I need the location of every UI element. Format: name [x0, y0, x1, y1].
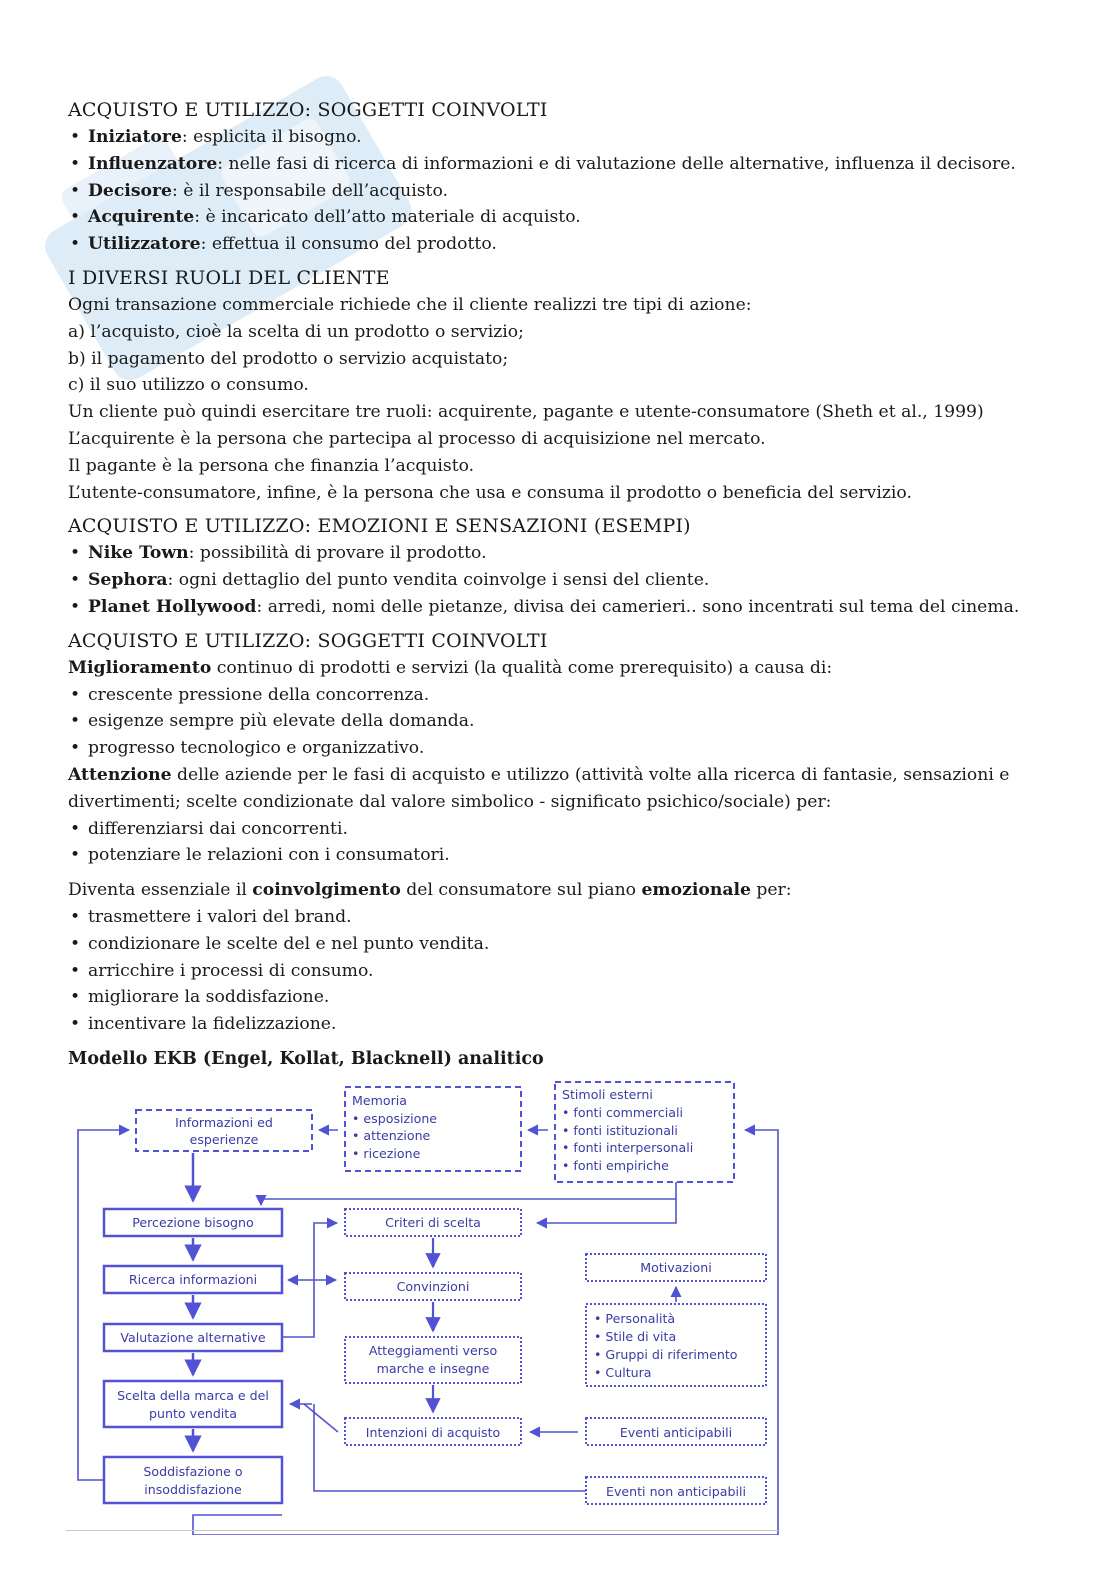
divider: [66, 1530, 778, 1531]
soddisfazione-label: Soddisfazione o: [143, 1464, 243, 1479]
section-title: ACQUISTO E UTILIZZO: SOGGETTI COINVOLTI: [68, 99, 548, 121]
paragraph: a) l’acquisto, cioè la scelta di un prodotto o servizio;: [68, 321, 524, 342]
atteggiamenti-label: marche e insegne: [376, 1361, 490, 1376]
paragraph: Il pagante è la persona che finanzia l’acquisto.: [68, 455, 475, 476]
personalita-item: • Personalità: [594, 1311, 676, 1326]
personalita-item: • Cultura: [594, 1365, 652, 1380]
paragraph: Miglioramento continuo di prodotti e servizi (la qualità come prerequisito) a causa di:: [68, 657, 833, 678]
paragraph: b) il pagamento del prodotto o servizio acquistato;: [68, 348, 509, 369]
list-item: • progresso tecnologico e organizzativo.: [68, 735, 1068, 762]
list-item: • incentivare la fidelizzazione.: [68, 1011, 1068, 1038]
list-item: • differenziarsi dai concorrenti.: [68, 816, 1068, 843]
section-title: ACQUISTO E UTILIZZO: SOGGETTI COINVOLTI: [68, 629, 548, 652]
stimoli-item: • fonti empiriche: [562, 1158, 669, 1173]
intenzioni-label: Intenzioni di acquisto: [365, 1425, 501, 1440]
info-label: Informazioni ed: [175, 1115, 273, 1130]
document-body: [68, 96, 1068, 1073]
ekb-diagram: [68, 1075, 788, 1535]
memoria-item: • esposizione: [352, 1111, 438, 1126]
paragraph: Ogni transazione commerciale richiede che il cliente realizzi tre tipi di azione:: [68, 294, 752, 315]
personalita-item: • Stile di vita: [594, 1329, 677, 1344]
paragraph: Attenzione delle aziende per le fasi di acquisto e utilizzo (attività volte alla ricerca di fantasie, sensazioni e divertimenti; scelte condizionate dal valore simbolico - significato psichico/sociale) per:: [68, 764, 1010, 812]
paragraph: L’acquirente è la persona che partecipa al processo di acquisizione nel mercato.: [68, 428, 766, 449]
stimoli-item: • fonti interpersonali: [562, 1140, 694, 1155]
ricerca-label: Ricerca informazioni: [128, 1272, 258, 1287]
roles-list: [68, 124, 1068, 258]
list-item: • Decisore: è il responsabile dell’acquisto.: [68, 178, 1068, 205]
list-item: • Influenzatore: nelle fasi di ricerca di informazioni e di valutazione delle alternative, influenza il decisore.: [68, 151, 1068, 178]
list-item: • arricchire i processi di consumo.: [68, 958, 1068, 985]
paragraph: L’utente-consumatore, infine, è la persona che usa e consuma il prodotto o beneficia del servizio.: [68, 482, 912, 503]
attention-list: [68, 816, 1068, 870]
scelta-label: punto vendita: [149, 1406, 237, 1421]
list-item: • trasmettere i valori del brand.: [68, 904, 1068, 931]
improvement-list: [68, 682, 1068, 762]
paragraph: Un cliente può quindi esercitare tre ruoli: acquirente, pagante e utente-consumatore (Sheth et al., 1999): [68, 402, 984, 423]
list-item: • Nike Town: possibilità di provare il prodotto.: [68, 540, 1068, 567]
list-item: • Planet Hollywood: arredi, nomi delle pietanze, divisa dei camerieri.. sono incentrati sul tema del cinema.: [68, 594, 1068, 621]
memoria-item: • ricezione: [352, 1146, 421, 1161]
list-item: • Sephora: ogni dettaglio del punto vendita coinvolge i sensi del cliente.: [68, 567, 1068, 594]
list-item: • crescente pressione della concorrenza.: [68, 682, 1068, 709]
paragraph: c) il suo utilizzo o consumo.: [68, 375, 309, 396]
stimoli-item: • fonti istituzionali: [562, 1123, 678, 1138]
info-label: esperienze: [189, 1132, 259, 1147]
personalita-item: • Gruppi di riferimento: [594, 1347, 738, 1362]
criteri-label: Criteri di scelta: [385, 1215, 481, 1230]
list-item: • Acquirente: è incaricato dell’atto materiale di acquisto.: [68, 204, 1068, 231]
memoria-label: Memoria: [352, 1093, 407, 1108]
stimoli-item: • fonti commerciali: [562, 1105, 683, 1120]
examples-list: [68, 540, 1068, 620]
percezione-label: Percezione bisogno: [132, 1215, 254, 1230]
list-item: • condizionare le scelte del e nel punto vendita.: [68, 931, 1068, 958]
eventi-anticipabili-label: Eventi anticipabili: [619, 1425, 733, 1440]
ekb-model-title: Modello EKB (Engel, Kollat, Blacknell) analitico: [68, 1048, 544, 1069]
list-item: • Utilizzatore: effettua il consumo del prodotto.: [68, 231, 1068, 258]
soddisfazione-label: insoddisfazione: [144, 1482, 242, 1497]
stimoli-label: Stimoli esterni: [562, 1087, 653, 1102]
memoria-item: • attenzione: [352, 1128, 431, 1143]
emotional-list: [68, 904, 1068, 1038]
section-title: ACQUISTO E UTILIZZO: EMOZIONI E SENSAZIONI (ESEMPI): [68, 515, 691, 538]
list-item: • esigenze sempre più elevate della domanda.: [68, 708, 1068, 735]
motivazioni-label: Motivazioni: [640, 1260, 712, 1275]
list-item: • potenziare le relazioni con i consumatori.: [68, 842, 1068, 869]
list-item: • Iniziatore: esplicita il bisogno.: [68, 124, 1068, 151]
paragraph: Diventa essenziale il coinvolgimento del consumatore sul piano emozionale per:: [68, 880, 792, 901]
valutazione-label: Valutazione alternative: [120, 1330, 266, 1345]
atteggiamenti-label: Atteggiamenti verso: [368, 1343, 498, 1358]
scelta-label: Scelta della marca e del: [117, 1388, 269, 1403]
convinzioni-label: Convinzioni: [396, 1279, 470, 1294]
eventi-non-anticipabili-label: Eventi non anticipabili: [605, 1484, 747, 1499]
list-item: • migliorare la soddisfazione.: [68, 984, 1068, 1011]
section-title: I DIVERSI RUOLI DEL CLIENTE: [68, 266, 390, 289]
